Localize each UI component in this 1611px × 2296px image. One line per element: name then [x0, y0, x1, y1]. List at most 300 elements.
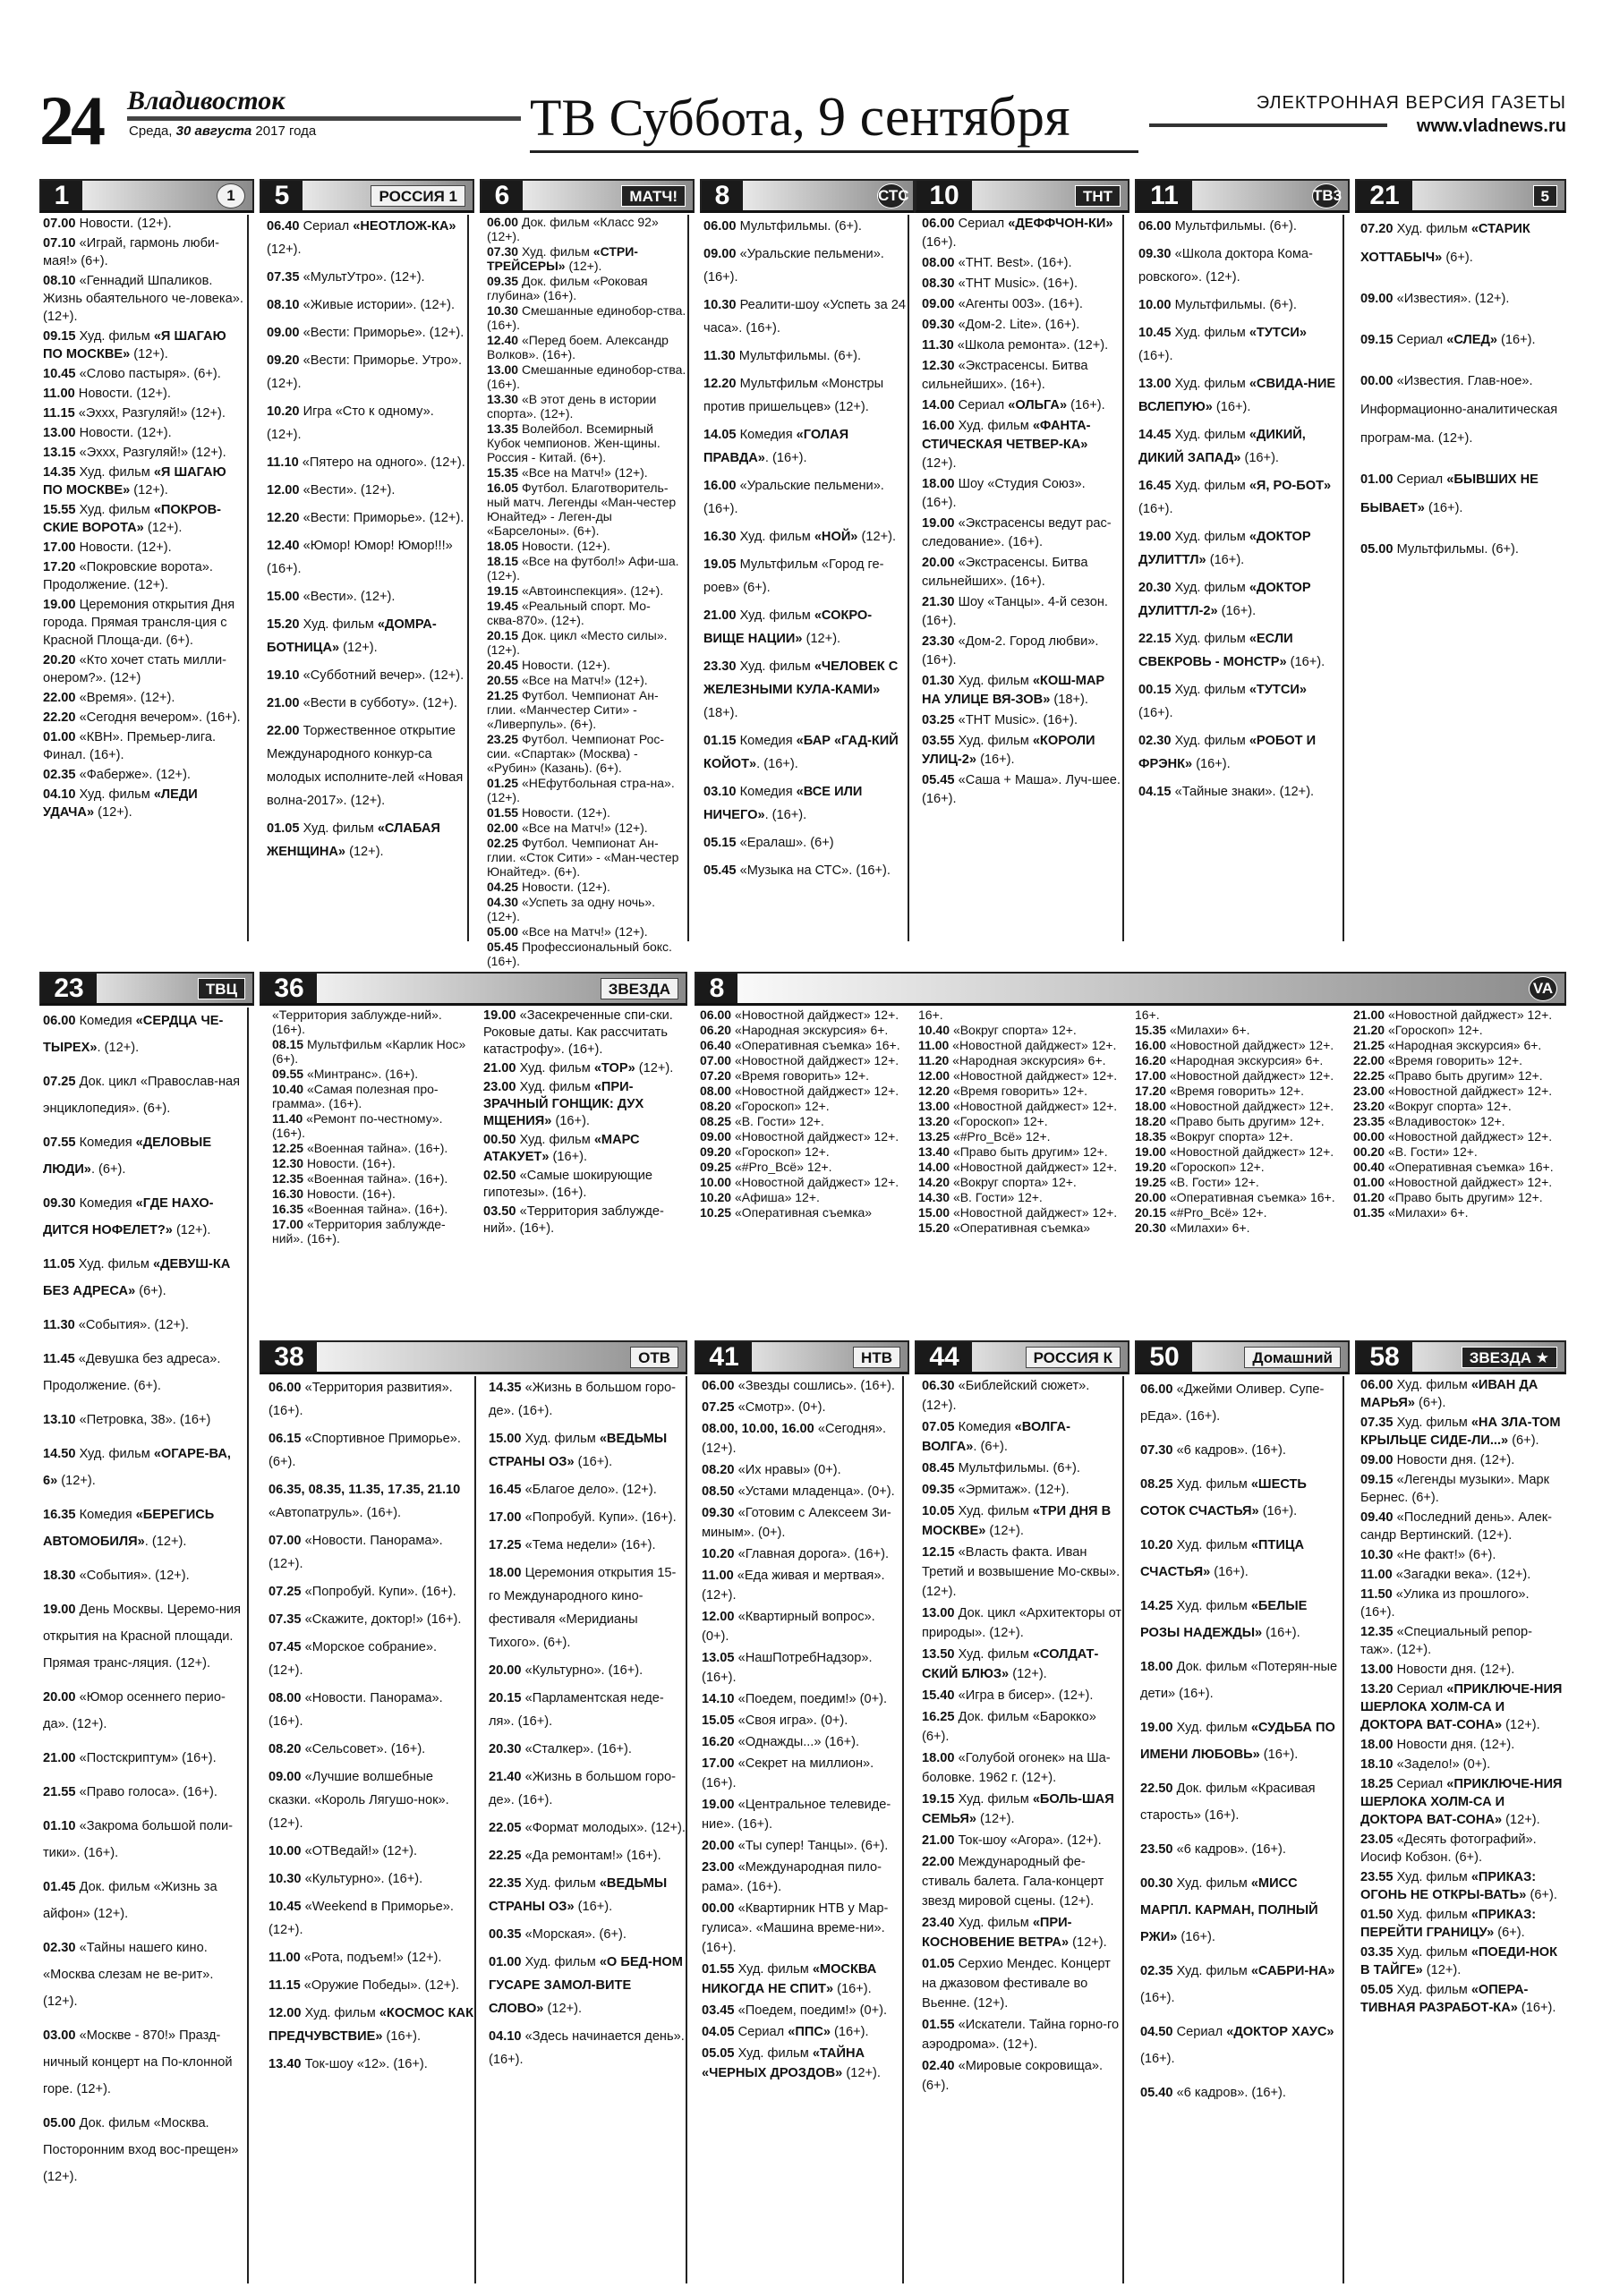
program-text: «Новостной дайджест» 12+. — [1387, 1129, 1553, 1144]
program-time: 09.30 — [922, 318, 955, 332]
program-time: 23.40 — [922, 1916, 955, 1930]
program-text: Сериал — [1396, 1777, 1447, 1791]
program-text: (16+). — [1192, 757, 1231, 771]
program-text: «Попробуй. Купи». (16+). — [304, 1585, 456, 1599]
program-time: 07.20 — [700, 1068, 732, 1083]
program-listing — [487, 465, 687, 480]
program-time: 14.35 — [43, 465, 76, 480]
program-listing — [43, 404, 247, 422]
program-listing — [1135, 1023, 1341, 1037]
program-time: 10.30 — [268, 1872, 302, 1886]
program-listing — [487, 895, 687, 923]
program-time: 07.25 — [702, 1400, 735, 1415]
program-time: 13.50 — [922, 1647, 955, 1662]
program-time: 00.00 — [702, 1901, 735, 1916]
program-time: 22.25 — [489, 1849, 522, 1863]
program-title: «СТРИ-ТРЕЙСЕРЫ» — [487, 244, 638, 273]
program-text: «Ремонт по-честному». (16+). — [272, 1111, 443, 1140]
program-time: 01.35 — [1353, 1205, 1385, 1220]
program-listing — [267, 266, 467, 289]
program-text: «Гороскоп» 12+. — [1169, 1160, 1265, 1174]
program-time: 21.00 — [922, 1833, 955, 1848]
program-time: 07.20 — [1360, 222, 1394, 236]
program-title: «ДЕВУШ-КА БЕЗ АДРЕСА» — [43, 1257, 231, 1298]
program-text: (16+). — [1262, 1626, 1300, 1640]
program-listing — [483, 1079, 684, 1130]
program-text: (16+). — [1258, 1504, 1298, 1518]
program-listing — [1135, 1099, 1341, 1113]
program-text: «Время». (12+). — [79, 691, 175, 705]
program-text: «Культурно». (16+). — [304, 1872, 423, 1886]
program-text: Сериал — [1176, 2025, 1227, 2039]
program-text: «Вести». (12+). — [303, 590, 396, 604]
program-listing — [268, 1946, 474, 1969]
program-time: 21.00 — [703, 608, 737, 623]
website-link[interactable]: www.vladnews.ru — [1416, 116, 1566, 136]
program-text: «Улика из прошлого». (16+). — [1360, 1587, 1530, 1620]
program-listing — [1360, 1509, 1564, 1544]
program-text: «Да ремонтам!» (16+). — [524, 1849, 661, 1863]
program-listing — [922, 1686, 1122, 1705]
program-listing — [918, 1160, 1124, 1174]
program-time: 02.30 — [1138, 734, 1172, 748]
program-time: 01.00 — [489, 1955, 522, 1969]
program-listing — [1138, 576, 1342, 623]
program-title: «ДИКИЙ, ДИКИЙ ЗАПАД» — [1138, 428, 1306, 465]
program-time: 19.05 — [703, 557, 737, 572]
program-text: (6+). — [1508, 1433, 1539, 1448]
program-time: 19.00 — [1140, 1721, 1173, 1735]
program-text: Худ. фильм — [524, 1432, 600, 1446]
program-time: 11.00 — [43, 387, 75, 401]
program-time: 12.40 — [267, 539, 300, 553]
program-title: «ГДЕ НАХО-ДИТСЯ НОФЕЛЕТ?» — [43, 1196, 214, 1237]
program-text: «Искатели. Тайна горно-го аэродрома». (12+). — [922, 2018, 1120, 2052]
program-time: 21.25 — [1353, 1038, 1385, 1052]
program-listing — [1360, 1831, 1564, 1867]
program-text: «Музыка на СТС». (16+). — [739, 863, 891, 878]
program-listing — [918, 1114, 1124, 1128]
program-text: Сериал — [958, 217, 1009, 231]
program-text: Док. цикл «Архитекторы от природы». (12+). — [922, 1606, 1122, 1640]
program-listing — [1138, 321, 1342, 368]
program-text: Комедия — [79, 1135, 136, 1150]
program-time: 21.40 — [489, 1770, 522, 1784]
program-time: 21.30 — [922, 595, 955, 609]
program-text: «Новостной дайджест» 12+. — [1169, 1068, 1334, 1083]
program-time: 02.50 — [483, 1169, 516, 1183]
program-time: 09.00 — [1360, 292, 1394, 306]
program-time: 18.35 — [1135, 1129, 1167, 1144]
program-time: 16.00 — [703, 479, 737, 493]
program-text: (12+). — [339, 641, 378, 655]
program-time: 02.35 — [43, 768, 76, 782]
program-listing — [489, 1478, 686, 1501]
program-time: 09.25 — [700, 1160, 732, 1174]
program-title: «МИСС МАРПЛ. КАРМАН, ПОЛНЫЙ РЖИ» — [1140, 1876, 1318, 1944]
program-text: Комедия — [79, 1014, 136, 1028]
program-time: 23.00 — [483, 1080, 516, 1094]
program-listing — [43, 728, 247, 764]
program-time: 17.00 — [489, 1510, 522, 1525]
program-time: 06.00 — [268, 1381, 302, 1395]
program-listing — [1360, 1451, 1564, 1469]
program-time: 05.00 — [43, 2116, 76, 2130]
program-listing — [272, 1111, 469, 1140]
program-time: 12.35 — [272, 1171, 304, 1186]
program-text: Комедия — [958, 1420, 1015, 1434]
program-listing — [1135, 1129, 1341, 1144]
program-time: 09.00 — [703, 247, 737, 261]
program-title: «ОПЕРА-ТИВНАЯ РАЗРАБОТ-КА» — [1360, 1983, 1529, 2015]
program-text: «Военная тайна». (16+). — [306, 1171, 448, 1186]
program-listing — [702, 2022, 902, 2042]
program-time: 01.05 — [267, 821, 300, 836]
program-listing — [922, 633, 1122, 670]
program-time: 06.15 — [268, 1432, 302, 1446]
program-text: Волейбол. Всемирный Кубок чемпионов. Жен-щины. Россия - Китай. (6+). — [487, 421, 661, 464]
program-text: «Право быть другим» 12+. — [952, 1144, 1108, 1159]
program-time: 02.00 — [487, 821, 519, 835]
program-listing — [1360, 1775, 1564, 1829]
program-text: «Скажите, доктор!» (16+). — [304, 1612, 462, 1627]
program-text: Футбол. Чемпионат Ан-глии. «Сток Сити» - «Ман-честер Юнайтед». (6+). — [487, 836, 679, 879]
program-time: 23.30 — [922, 634, 955, 649]
program-text: Худ. фильм — [521, 244, 593, 259]
program-listing — [703, 215, 908, 238]
program-listing — [703, 729, 908, 776]
program-text: Док. цикл «Место силы». (12+). — [487, 628, 668, 657]
program-text: Игра «Сто к одному». (12+). — [267, 404, 434, 442]
program-listing — [918, 1175, 1124, 1189]
program-text: «Культурно». (16+). — [524, 1663, 644, 1678]
program-text: «Дом-2. Город любви». (16+). — [922, 634, 1099, 668]
program-listing — [268, 1895, 474, 1942]
program-time: 09.15 — [1360, 1473, 1394, 1487]
program-time: 16.35 — [43, 1508, 76, 1522]
program-title: «ПРИ-КОСНОВЕНИЕ ВЕТРА» — [922, 1916, 1072, 1950]
program-listing — [922, 275, 1122, 293]
program-listing — [1353, 1023, 1564, 1037]
program-time: 10.00 — [268, 1844, 302, 1858]
program-listing — [487, 244, 687, 273]
program-text: Худ. фильм — [1174, 326, 1249, 340]
program-text: Худ. фильм — [1396, 1908, 1471, 1922]
program-listing — [43, 1407, 247, 1433]
program-listing — [1360, 1623, 1564, 1659]
program-listing — [922, 593, 1122, 631]
program-listing — [922, 514, 1122, 552]
program-time: 16.05 — [487, 480, 519, 495]
program-text: Реалити-шоу «Успеть за 24 часа». (16+). — [703, 298, 906, 336]
program-time: 21.00 — [43, 1751, 76, 1765]
rossiya-k-logo-icon: РОССИЯ К — [1026, 1347, 1121, 1368]
program-time: 05.00 — [1360, 542, 1394, 557]
program-title: «ПОКРОВ-СКИЕ ВОРОТА» — [43, 503, 221, 535]
program-listing — [922, 1913, 1122, 1952]
program-listing — [489, 1561, 686, 1654]
program-text: «Владивосток» 12+. — [1387, 1114, 1505, 1128]
program-text: (16+). — [1259, 1748, 1299, 1762]
program-listing — [1140, 1654, 1342, 1707]
program-text: «Автоинспекция». (12+). — [521, 583, 664, 598]
program-text: Сериал — [1396, 1682, 1447, 1696]
channel-number: 8 — [696, 974, 737, 1003]
program-time: 14.25 — [1140, 1599, 1173, 1613]
program-listing — [43, 1129, 247, 1183]
program-text: (16+). — [1067, 398, 1105, 412]
program-listing — [268, 1867, 474, 1891]
program-time: 18.20 — [1135, 1114, 1167, 1128]
program-listing — [1138, 627, 1342, 674]
program-text: Худ. фильм — [1174, 428, 1249, 442]
program-text: «Гороскоп» 12+. — [734, 1099, 830, 1113]
program-listing — [918, 1084, 1124, 1098]
program-text: Худ. фильм — [1396, 222, 1471, 236]
program-title: «СЛАБАЯ ЖЕНЩИНА» — [267, 821, 440, 859]
program-text: «Джейми Оливер. Супе-рЕда». (16+). — [1140, 1382, 1325, 1424]
program-text: Мультфильмы. (6+). — [1174, 219, 1297, 234]
program-text: «В. Гости» 12+. — [1387, 1144, 1478, 1159]
program-text: «Территория заблужде-ний». (16+). — [272, 1217, 446, 1246]
program-time: 06.00 — [703, 219, 737, 234]
program-listing — [703, 780, 908, 827]
program-text: Новости. (12+). — [521, 658, 610, 672]
program-text: «Новостной дайджест» 12+. — [734, 1053, 899, 1067]
program-text: Худ. фильм — [1176, 1876, 1251, 1891]
program-text: «Вокруг спорта» 12+. — [952, 1023, 1077, 1037]
program-listing — [1138, 242, 1342, 289]
program-time: 03.25 — [922, 713, 955, 727]
program-text: Худ. фильм — [739, 608, 814, 623]
program-time: 06.00 — [1138, 219, 1172, 234]
program-text: Худ. фильм — [1176, 1477, 1251, 1492]
program-time: 03.10 — [703, 785, 737, 799]
program-time: 10.25 — [700, 1205, 732, 1220]
program-time: 00.30 — [1140, 1876, 1173, 1891]
program-listing — [922, 1603, 1122, 1643]
program-time: 10.20 — [702, 1547, 735, 1561]
program-time: 01.00 — [1353, 1175, 1385, 1189]
program-text: «Вести». (12+). — [303, 483, 396, 497]
program-listing — [267, 349, 467, 395]
program-text: «Территория заблужде-ний». (16+). — [272, 1008, 442, 1036]
program-time: 11.00 — [702, 1569, 734, 1583]
channel-8-va — [695, 972, 1566, 1303]
program-time: 23.35 — [1353, 1114, 1385, 1128]
program-listing — [918, 1053, 1124, 1067]
program-time: 02.25 — [487, 836, 519, 850]
program-text: «Вокруг спорта» 12+. — [952, 1175, 1077, 1189]
program-listing — [922, 336, 1122, 355]
program-text: Худ. фильм — [303, 617, 378, 632]
program-time: 08.50 — [702, 1484, 735, 1499]
program-text: «Новостной дайджест» 12+. — [1387, 1084, 1553, 1098]
program-listing — [489, 1816, 686, 1840]
program-time: 17.00 — [43, 540, 76, 555]
program-text: Худ. фильм — [79, 503, 154, 517]
program-text: «Известия». (12+). — [1396, 292, 1510, 306]
program-text: «Новости. Панорама». (12+). — [268, 1534, 443, 1571]
program-time: 00.50 — [483, 1133, 516, 1147]
program-time: 06.00 — [1140, 1382, 1173, 1397]
program-listing — [43, 1596, 247, 1677]
channel-number: 10 — [916, 181, 972, 210]
program-text: «Народная экскурсия» 6+. — [734, 1023, 889, 1037]
program-time: 05.45 — [703, 863, 737, 878]
program-text: Худ. фильм — [519, 1133, 594, 1147]
program-text: «Морское собрание». (12+). — [268, 1640, 438, 1678]
program-text: «Все на футбол!» Афи-ша. (12+). — [487, 554, 679, 583]
program-text: Мультфильмы. (6+). — [1174, 298, 1297, 312]
program-time: 19.25 — [1135, 1175, 1167, 1189]
program-time: 11.40 — [272, 1111, 303, 1126]
program-listing — [702, 1419, 902, 1458]
program-time: 23.00 — [702, 1860, 735, 1875]
program-text: . (16+). — [764, 451, 807, 465]
program-text: «Смотр». (0+). — [737, 1400, 826, 1415]
program-listing — [267, 692, 467, 715]
program-time: 03.00 — [43, 2028, 76, 2043]
program-listing — [43, 709, 247, 727]
program-time: 19.15 — [922, 1792, 955, 1807]
program-text: «Субботний вечер». (12+). — [303, 668, 465, 683]
program-text: «Геннадий Шпаликов. Жизнь обаятельного че-ловека». (12+). — [43, 274, 243, 324]
program-text: «Закрома большой поли-тики». (16+). — [43, 1819, 233, 1860]
program-listing — [489, 1844, 686, 1867]
program-listing — [43, 596, 247, 650]
program-text: (12+). — [985, 1524, 1024, 1538]
program-text: «6 кадров». (16+). — [1176, 2086, 1286, 2100]
program-listing — [1360, 1414, 1564, 1450]
program-text: Худ. фильм — [958, 1647, 1033, 1662]
program-text: «Эххх, Разгуляй!» (12+). — [78, 406, 226, 421]
program-listing — [43, 463, 247, 499]
program-time: 21.25 — [487, 688, 519, 702]
program-text: . (6+). — [973, 1440, 1008, 1454]
program-time: 20.30 — [1135, 1220, 1167, 1235]
program-text: «Народная экскурсия» 6+. — [1169, 1053, 1324, 1067]
program-listing — [1140, 2019, 1342, 2072]
program-time: 22.20 — [43, 710, 76, 725]
program-listing — [918, 1023, 1124, 1037]
program-time: 09.00 — [267, 326, 300, 340]
program-time: 01.25 — [487, 776, 519, 790]
program-listing — [1360, 1756, 1564, 1773]
program-text: (12+). — [1069, 1935, 1107, 1950]
program-time: 20.15 — [487, 628, 519, 642]
program-listing — [268, 1765, 474, 1835]
program-time: 20.15 — [489, 1691, 522, 1705]
program-text: Худ. фильм — [958, 674, 1033, 688]
program-text: 16+. — [918, 1008, 943, 1022]
program-listing — [700, 1023, 906, 1037]
program-text: Худ. фильм — [1176, 1721, 1251, 1735]
program-listing — [1140, 1437, 1342, 1464]
program-text: «Международная пило-рама». (16+). — [702, 1860, 882, 1894]
program-listing — [922, 396, 1122, 415]
program-listing — [702, 1899, 902, 1958]
program-listing — [43, 385, 247, 403]
program-text: «Своя игра». (0+). — [737, 1713, 848, 1728]
program-time: 16.00 — [1135, 1038, 1167, 1052]
program-text: «Юмор! Юмор! Юмор!!!» (16+). — [267, 539, 453, 576]
program-listing — [1353, 1114, 1564, 1128]
program-time: 13.00 — [1360, 1662, 1394, 1677]
program-text: Док. фильм «Потерян-ные дети» (16+). — [1140, 1660, 1338, 1701]
program-listing — [1360, 1586, 1564, 1621]
program-text: (16+). — [976, 753, 1015, 767]
program-text: Новости. (12+). — [521, 805, 610, 820]
program-text: «Право быть другим» 12+. — [1169, 1114, 1325, 1128]
program-time: 11.00 — [1360, 1568, 1393, 1582]
program-listing — [1360, 1661, 1564, 1679]
program-text: «Оперативная съемка» — [734, 1205, 873, 1220]
program-time: 01.00 — [1360, 472, 1394, 487]
program-text: «Новостной дайджест» 12+. — [952, 1160, 1118, 1174]
program-time: 14.10 — [702, 1692, 735, 1706]
program-time: 12.00 — [918, 1068, 950, 1083]
program-time: 10.40 — [272, 1082, 304, 1096]
program-time: 13.10 — [43, 1413, 76, 1427]
program-text: «Народная экскурсия» 6+. — [1387, 1038, 1542, 1052]
program-text: Смешанные единобор-ства. (16+). — [487, 303, 686, 332]
program-text: «В этот день в истории спорта». (12+). — [487, 392, 657, 421]
program-listing — [267, 479, 467, 502]
program-time: 08.25 — [700, 1114, 732, 1128]
program-listing — [43, 2022, 247, 2103]
program-text: «Все на Матч!» (12+). — [521, 821, 648, 835]
program-time: 06.30 — [922, 1379, 955, 1393]
program-time: 20.00 — [922, 556, 955, 570]
program-listing — [268, 1687, 474, 1733]
program-time: 17.25 — [489, 1538, 522, 1552]
program-listing — [1360, 1471, 1564, 1507]
program-text: Комедия — [79, 1508, 136, 1522]
program-time: 18.00 — [922, 1751, 955, 1765]
program-text: Док. фильм «Роковая глубина» (16+). — [487, 274, 648, 302]
program-text: «Их нравы» (0+). — [737, 1463, 841, 1477]
program-listing — [43, 1745, 247, 1772]
program-time: 10.00 — [700, 1175, 732, 1189]
program-text: Худ. фильм — [79, 465, 154, 480]
program-title: «КОШ-МАР НА УЛИЦЕ ВЯ-ЗОВ» — [922, 674, 1105, 707]
program-listing — [267, 451, 467, 474]
program-time: 10.40 — [918, 1023, 950, 1037]
program-listing — [268, 2002, 474, 2048]
program-time: 08.30 — [922, 276, 955, 291]
program-text: Новости дня. (12+). — [1396, 1662, 1515, 1677]
program-listing — [489, 1872, 686, 1918]
program-text: «Тайны нашего кино. «Москва слезам не ве-рит». (12+). — [43, 1941, 214, 2009]
program-listing — [1360, 1981, 1564, 2017]
program-listing — [702, 1689, 902, 1709]
program-title: «СОЛДАТ-СКИЙ БЛЮЗ» — [922, 1647, 1099, 1681]
program-listing — [922, 417, 1122, 473]
program-listing — [1135, 1068, 1341, 1083]
program-listing — [1135, 1008, 1341, 1022]
program-time: 01.55 — [487, 805, 519, 820]
program-time: 09.20 — [267, 353, 300, 368]
program-title: «ДОМРА-БОТНИЦА» — [267, 617, 437, 655]
channel-38 — [260, 1340, 687, 2283]
program-time: 15.40 — [922, 1688, 955, 1703]
program-listing — [700, 1129, 906, 1144]
program-text: Худ. фильм — [1396, 1983, 1471, 1997]
program-text: «Уральские пельмени». (16+). — [703, 247, 884, 285]
program-text: Худ. фильм — [519, 1080, 594, 1094]
program-title: «ВОЛГА-ВОЛГА» — [922, 1420, 1070, 1454]
